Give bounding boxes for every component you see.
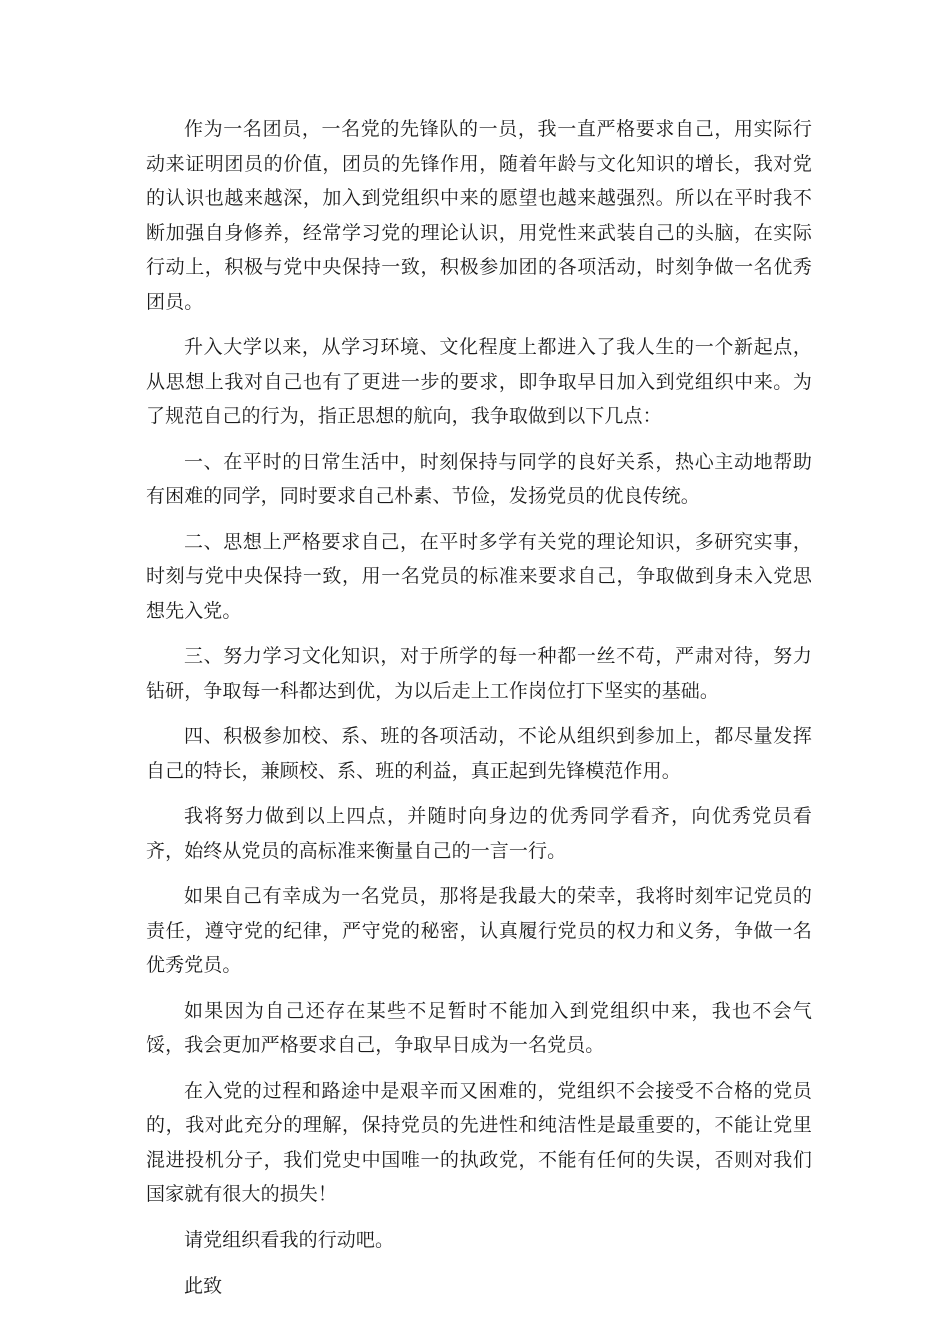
paragraph-intro: 作为一名团员，一名党的先锋队的一员，我一直严格要求自己，用实际行动来证明团员的价值，团员的先锋作用，随着年龄与文化知识的增长，我对党的认识也越来越深，加入到党组织中来的愿望也越来越强烈。所以在平时我不断加强自身修养，经常学习党的理论认识，用党性来武装自己的头脑，在实际行动上，积极与党中央保持一致，积极参加团的各项活动，时刻争做一名优秀团员。: [146, 118, 812, 313]
paragraph-point-1: 一、在平时的日常生活中，时刻保持与同学的良好关系，热心主动地帮助有困难的同学，同时要求自己朴素、节俭，发扬党员的优良传统。: [146, 450, 812, 507]
closing-salutation: 此致: [184, 1275, 223, 1297]
paragraph-if-not-member: 如果因为自己还存在某些不足暂时不能加入到党组织中来，我也不会气馁，我会更加严格要求自己，争取早日成为一名党员。: [146, 999, 812, 1056]
paragraph-request: 请党组织看我的行动吧。: [184, 1228, 395, 1251]
paragraph-university: 升入大学以来，从学习环境、文化程度上都进入了我人生的一个新起点，从思想上我对自己也有了更进一步的要求，即争取早日加入到党组织中来。为了规范自己的行为，指正思想的航向，我争取做到以下几点：: [146, 336, 812, 427]
paragraph-point-4: 四、积极参加校、系、班的各项活动，不论从组织到参加上，都尽量发挥自己的特长，兼顾校、系、班的利益，真正起到先锋模范作用。: [146, 725, 812, 782]
paragraph-process: 在入党的过程和路途中是艰辛而又困难的，党组织不会接受不合格的党员的，我对此充分的理解，保持党员的先进性和纯洁性是最重要的，不能让党里混进投机分子，我们党史中国唯一的执政党，不能有任何的失误，否则对我们国家就有很大的损失！: [146, 1079, 812, 1205]
paragraph-commitment: 我将努力做到以上四点，并随时向身边的优秀同学看齐，向优秀党员看齐，始终从党员的高标准来衡量自己的一言一行。: [146, 805, 812, 862]
paragraph-point-2: 二、思想上严格要求自己，在平时多学有关党的理论知识，多研究实事，时刻与党中央保持一致，用一名党员的标准来要求自己，争取做到身未入党思想先入党。: [146, 530, 812, 622]
paragraph-point-3: 三、努力学习文化知识，对于所学的每一种都一丝不苟，严肃对待，努力钻研，争取每一科都达到优，为以后走上工作岗位打下坚实的基础。: [146, 645, 812, 702]
paragraph-if-member: 如果自己有幸成为一名党员，那将是我最大的荣幸，我将时刻牢记党员的责任，遵守党的纪律，严守党的秘密，认真履行党员的权力和义务，争做一名优秀党员。: [146, 885, 812, 976]
document-body: [146, 112, 812, 1316]
